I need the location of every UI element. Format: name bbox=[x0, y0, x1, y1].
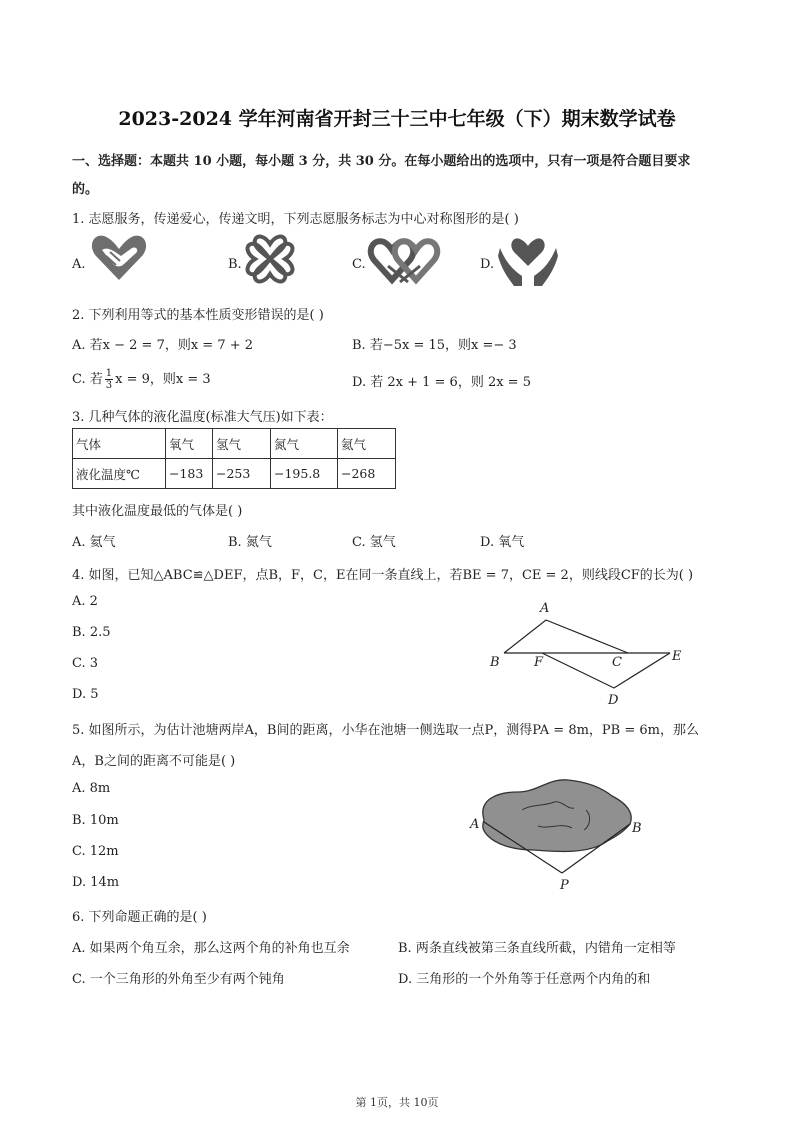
label-b: B bbox=[490, 655, 500, 670]
q4-option-c: C. 3 bbox=[72, 656, 99, 671]
heart-in-hands-icon bbox=[496, 232, 560, 288]
q2-option-c bbox=[72, 368, 211, 391]
q3-option-c: C. 氢气 bbox=[352, 535, 396, 550]
table-cell: 氦气 bbox=[338, 429, 396, 459]
double-heart-ribbon-icon bbox=[368, 236, 440, 284]
q1-option-a-label: A. bbox=[72, 257, 86, 272]
q2-option-c-fraction bbox=[105, 368, 113, 391]
section-header-line2: 的。 bbox=[72, 182, 99, 197]
q3-option-a: A. 氦气 bbox=[72, 535, 116, 550]
q6-stem: 6. 下列命题正确的是( ) bbox=[72, 910, 207, 925]
q4-option-b: B. 2.5 bbox=[72, 625, 111, 640]
q3-option-d: D. 氧气 bbox=[480, 535, 525, 550]
table-cell: −253 bbox=[213, 459, 271, 489]
triangle-def bbox=[542, 653, 670, 688]
q1-stem: 1. 志愿服务，传递爱心，传递文明，下列志愿服务标志为中心对称图形的是( ) bbox=[72, 212, 519, 227]
label-p: P bbox=[560, 878, 569, 893]
q2-option-c-prefix: C. 若 bbox=[72, 372, 103, 387]
q6-option-a: A. 如果两个角互余，那么这两个角的补角也互余 bbox=[72, 941, 350, 956]
page-footer: 第 1页，共 10页 bbox=[355, 1096, 439, 1109]
q6-option-b: B. 两条直线被第三条直线所截，内错角一定相等 bbox=[398, 941, 676, 956]
q5-option-a: A. 8m bbox=[72, 781, 111, 796]
pond-shape bbox=[483, 780, 631, 852]
table-cell: 液化温度℃ bbox=[73, 459, 166, 489]
label-b: B bbox=[632, 821, 642, 836]
table-cell: −195.8 bbox=[271, 459, 338, 489]
q5-stem-line1: 5. 如图所示，为估计池塘两岸A，B间的距离，小华在池塘一侧选取一点P，测得PA = 8m，PB = 6m，那么 bbox=[72, 723, 699, 738]
label-a: A bbox=[470, 817, 480, 832]
q2-option-c-frac-num: 1 bbox=[105, 368, 113, 379]
q2-option-d: D. 若 2x + 1 = 6，则 2x = 5 bbox=[352, 375, 531, 390]
q4-option-a: A. 2 bbox=[72, 594, 98, 609]
q2-stem: 2. 下列利用等式的基本性质变形错误的是( ) bbox=[72, 308, 324, 323]
pond-figure bbox=[462, 770, 652, 894]
table-cell: 气体 bbox=[73, 429, 166, 459]
q5-stem-line2: A，B之间的距离不可能是( ) bbox=[72, 754, 236, 769]
table-cell: −268 bbox=[338, 459, 396, 489]
section-header-line1: 一、选择题：本题共 10 小题，每小题 3 分，共 30 分。在每小题给出的选项中，只有一项是符合题目要求 bbox=[72, 154, 691, 169]
q1-option-b-label: B. bbox=[228, 257, 242, 272]
q2-option-c-frac-den: 3 bbox=[105, 380, 113, 391]
q4-stem: 4. 如图，已知△ABC≌△DEF，点B，F，C，E在同一条直线上，若BE = 7，CE = 2，则线段CF的长为( ) bbox=[72, 568, 694, 583]
heart-hand-logo-icon bbox=[88, 232, 150, 284]
table-cell: 氧气 bbox=[166, 429, 213, 459]
label-d: D bbox=[608, 693, 619, 708]
four-hearts-clover-icon bbox=[243, 232, 297, 286]
q2-option-a: A. 若x − 2 = 7，则x = 7 + 2 bbox=[72, 338, 254, 353]
q2-option-c-suffix: x = 9，则x = 3 bbox=[115, 372, 211, 387]
q3-stem: 3. 几种气体的液化温度(标准大气压)如下表： bbox=[72, 410, 333, 425]
label-e: E bbox=[672, 649, 682, 664]
q1-option-c-label: C. bbox=[352, 257, 366, 272]
q6-option-c: C. 一个三角形的外角至少有两个钝角 bbox=[72, 972, 285, 987]
table-cell: 氢气 bbox=[213, 429, 271, 459]
q5-option-c: C. 12m bbox=[72, 844, 119, 859]
label-a: A bbox=[540, 601, 550, 616]
page-title: 2023-2024 学年河南省开封三十三中七年级（下）期末数学试卷 bbox=[118, 108, 676, 130]
q5-option-d: D. 14m bbox=[72, 875, 120, 890]
label-f: F bbox=[534, 655, 544, 670]
q3-question: 其中液化温度最低的气体是( ) bbox=[72, 504, 243, 519]
table-cell: −183 bbox=[166, 459, 213, 489]
q2-option-b: B. 若−5x = 15，则x =− 3 bbox=[352, 338, 517, 353]
q5-option-b: B. 10m bbox=[72, 813, 119, 828]
q3-option-b: B. 氮气 bbox=[228, 535, 272, 550]
q1-option-d-label: D. bbox=[480, 257, 495, 272]
q4-option-d: D. 5 bbox=[72, 687, 99, 702]
triangle-abc bbox=[504, 620, 628, 653]
q6-option-d: D. 三角形的一个外角等于任意两个内角的和 bbox=[398, 972, 651, 987]
table-row bbox=[73, 459, 396, 489]
table-row bbox=[73, 429, 396, 459]
liquefaction-table bbox=[72, 428, 396, 489]
table-cell: 氮气 bbox=[271, 429, 338, 459]
label-c: C bbox=[612, 655, 622, 670]
congruent-triangles-figure bbox=[480, 596, 700, 708]
